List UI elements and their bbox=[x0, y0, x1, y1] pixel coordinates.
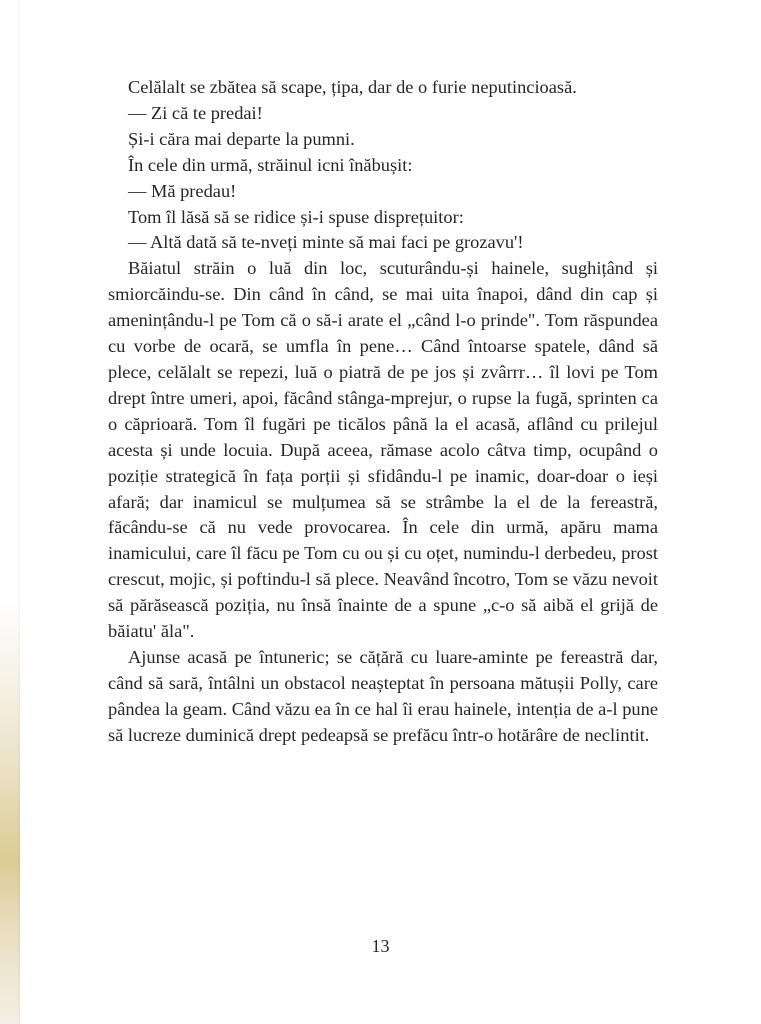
text-line: Tom îl lăsă să se ridice și-i spuse disprețuitor: bbox=[128, 206, 464, 227]
paragraph: Ajunse acasă pe întuneric; se cățără cu luare-aminte pe fereastră dar, când să sară, întâlni un obstacol neașteptat în persoana mătușii Polly, care pândea la geam. Când văzu ea în ce hal îi erau hainele, intenția de a-l pune să lucreze duminică drept pedeapsă se prefăcu într-o hotărâre de neclintit. bbox=[108, 646, 658, 745]
dialogue-line: — Mă predau! bbox=[128, 180, 237, 201]
text-line: În cele din urmă, străinul icni înăbușit: bbox=[128, 154, 413, 175]
text-line: Celălalt se zbătea să scape, țipa, dar de o furie neputincioasă. bbox=[128, 77, 577, 97]
text-line: Și-i căra mai departe la pumni. bbox=[128, 128, 355, 149]
page-number: 13 bbox=[371, 936, 390, 956]
paragraph: Băiatul străin o luă din loc, scuturându-și hainele, sughițând și smiorcăindu-se. Din când în când, se mai uita înapoi, dând din cap și amenințându-l pe Tom că o să-i arate el „când l-o prinde". Tom răspundea cu vorbe de ocară, se umfla în pene… Când întoarse spatele, dând să plece, celălalt se repezi, luă o piatră de pe jos și zvârrr… îl lovi pe Tom drept între umeri, apoi, făcând stânga-mprejur, o rupse la fugă, sprinten ca o căprioară. Tom îl fugări pe ticălos până la el acasă, aflând cu prilejul acesta și unde locuia. După aceea, rămase acolo câtva timp, ocupând o poziție strategică în fața porții și sfidându-l pe inamic, doar-doar o ieși afară; dar inamicul se mulțumea să se strâmbe la el de la fereastră, făcându-se că nu vede provocarea. În cele din urmă, apăru mama inamicului, care îl făcu pe Tom cu ou și cu oțet, numindu-l derbedeu, prost crescut, mojic, și poftindu-l să plece. Neavând încotro, Tom se văzu nevoit să părăsească poziția, nu însă înainte de a spune „c-o să aibă el grijă de băiatu' ăla". bbox=[108, 258, 658, 642]
dialogue-line: — Zi că te predai! bbox=[128, 102, 263, 123]
body-text bbox=[108, 75, 658, 749]
dialogue-line: — Altă dată să te-nveți minte să mai faci pe grozavu'! bbox=[128, 232, 524, 253]
page-edge-decoration bbox=[0, 0, 20, 1024]
